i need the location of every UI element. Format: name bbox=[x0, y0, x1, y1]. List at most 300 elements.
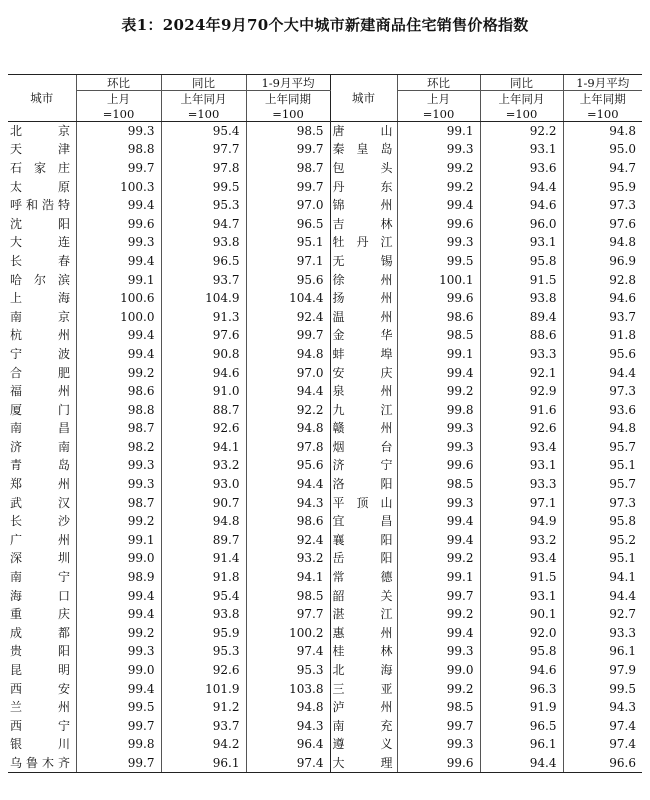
ytd-value-right: 97.4 bbox=[563, 735, 642, 754]
ytd-value-right: 92.7 bbox=[563, 605, 642, 624]
city-label: 厦门 bbox=[10, 402, 70, 417]
city-label: 宜昌 bbox=[332, 514, 393, 529]
city-name-left bbox=[8, 140, 76, 159]
ytd-value-right: 94.4 bbox=[563, 586, 642, 605]
mom-value-left: 99.4 bbox=[76, 586, 161, 605]
city-name-right bbox=[330, 642, 397, 661]
header-base-ytd-right: =100 bbox=[563, 107, 642, 122]
city-label: 济宁 bbox=[332, 458, 393, 473]
yoy-value-right: 89.4 bbox=[480, 307, 563, 326]
yoy-value-right: 93.3 bbox=[480, 475, 563, 494]
header-ytd-right: 1-9月平均 bbox=[563, 75, 642, 91]
city-name-right bbox=[330, 252, 397, 271]
yoy-value-right: 93.1 bbox=[480, 586, 563, 605]
mom-value-left: 99.7 bbox=[76, 159, 161, 178]
yoy-value-right: 96.0 bbox=[480, 214, 563, 233]
city-label: 大理 bbox=[332, 755, 393, 770]
mom-value-right: 99.3 bbox=[397, 419, 480, 438]
city-name-left bbox=[8, 307, 76, 326]
city-label: 北京 bbox=[10, 124, 70, 139]
ytd-value-right: 92.8 bbox=[563, 270, 642, 289]
city-name-left bbox=[8, 159, 76, 178]
city-label: 杭州 bbox=[10, 328, 70, 343]
ytd-value-left: 100.2 bbox=[246, 624, 330, 643]
table-body bbox=[8, 122, 642, 773]
city-name-left bbox=[8, 586, 76, 605]
yoy-value-left: 94.1 bbox=[161, 438, 246, 457]
header-city-right: 城市 bbox=[330, 75, 397, 122]
yoy-value-left: 90.7 bbox=[161, 493, 246, 512]
city-label: 丹东 bbox=[332, 179, 393, 194]
header-ytd-sub-right: 上年同期 bbox=[563, 91, 642, 107]
ytd-value-left: 92.4 bbox=[246, 531, 330, 550]
ytd-value-left: 97.4 bbox=[246, 642, 330, 661]
ytd-value-left: 95.6 bbox=[246, 456, 330, 475]
city-name-right bbox=[330, 159, 397, 178]
city-label: 南京 bbox=[10, 309, 70, 324]
table-row bbox=[8, 531, 642, 550]
ytd-value-right: 94.1 bbox=[563, 568, 642, 587]
mom-value-right: 99.3 bbox=[397, 438, 480, 457]
city-name-left bbox=[8, 400, 76, 419]
table-row bbox=[8, 233, 642, 252]
city-label: 哈尔滨 bbox=[10, 272, 70, 287]
table-row bbox=[8, 754, 642, 773]
city-label: 重庆 bbox=[10, 607, 70, 622]
city-label: 韶关 bbox=[332, 588, 393, 603]
mom-value-left: 98.8 bbox=[76, 400, 161, 419]
yoy-value-right: 93.1 bbox=[480, 140, 563, 159]
mom-value-right: 98.5 bbox=[397, 326, 480, 345]
yoy-value-left: 89.7 bbox=[161, 531, 246, 550]
city-name-left bbox=[8, 122, 76, 141]
yoy-value-left: 97.6 bbox=[161, 326, 246, 345]
ytd-value-right: 97.9 bbox=[563, 661, 642, 680]
mom-value-right: 98.5 bbox=[397, 475, 480, 494]
city-name-right bbox=[330, 493, 397, 512]
yoy-value-left: 95.9 bbox=[161, 624, 246, 643]
table-row bbox=[8, 177, 642, 196]
city-label: 三亚 bbox=[332, 681, 393, 696]
ytd-value-left: 94.3 bbox=[246, 717, 330, 736]
city-label: 西宁 bbox=[10, 718, 70, 733]
yoy-value-right: 90.1 bbox=[480, 605, 563, 624]
mom-value-right: 99.3 bbox=[397, 140, 480, 159]
yoy-value-right: 92.2 bbox=[480, 122, 563, 141]
city-label: 泉州 bbox=[332, 384, 393, 399]
city-label: 北海 bbox=[332, 663, 393, 678]
table-row bbox=[8, 735, 642, 754]
city-name-left bbox=[8, 270, 76, 289]
mom-value-right: 99.3 bbox=[397, 493, 480, 512]
city-name-right bbox=[330, 438, 397, 457]
city-name-left bbox=[8, 549, 76, 568]
ytd-value-right: 97.3 bbox=[563, 196, 642, 215]
yoy-value-left: 91.3 bbox=[161, 307, 246, 326]
yoy-value-left: 91.4 bbox=[161, 549, 246, 568]
ytd-value-right: 95.7 bbox=[563, 475, 642, 494]
table-row bbox=[8, 475, 642, 494]
mom-value-right: 99.7 bbox=[397, 717, 480, 736]
mom-value-left: 99.3 bbox=[76, 122, 161, 141]
ytd-value-left: 94.8 bbox=[246, 419, 330, 438]
city-name-right bbox=[330, 270, 397, 289]
mom-value-right: 99.3 bbox=[397, 233, 480, 252]
mom-value-right: 99.7 bbox=[397, 586, 480, 605]
city-label: 唐山 bbox=[332, 124, 393, 139]
table-row bbox=[8, 140, 642, 159]
yoy-value-right: 93.6 bbox=[480, 159, 563, 178]
city-name-right bbox=[330, 549, 397, 568]
city-name-left bbox=[8, 568, 76, 587]
city-name-right bbox=[330, 214, 397, 233]
header-yoy-sub-right: 上年同月 bbox=[480, 91, 563, 107]
mom-value-left: 99.3 bbox=[76, 642, 161, 661]
ytd-value-left: 99.7 bbox=[246, 140, 330, 159]
city-label: 九江 bbox=[332, 402, 393, 417]
yoy-value-right: 94.9 bbox=[480, 512, 563, 531]
ytd-value-right: 97.3 bbox=[563, 382, 642, 401]
city-label: 上海 bbox=[10, 291, 70, 306]
yoy-value-left: 91.0 bbox=[161, 382, 246, 401]
city-label: 扬州 bbox=[332, 291, 393, 306]
city-label: 南充 bbox=[332, 718, 393, 733]
mom-value-right: 99.4 bbox=[397, 512, 480, 531]
header-base-yoy-left: =100 bbox=[161, 107, 246, 122]
ytd-value-right: 95.7 bbox=[563, 438, 642, 457]
table-row bbox=[8, 382, 642, 401]
ytd-value-left: 96.4 bbox=[246, 735, 330, 754]
city-label: 无锡 bbox=[332, 253, 393, 268]
mom-value-right: 99.2 bbox=[397, 177, 480, 196]
mom-value-left: 99.7 bbox=[76, 717, 161, 736]
ytd-value-right: 96.6 bbox=[563, 754, 642, 773]
yoy-value-left: 99.5 bbox=[161, 177, 246, 196]
city-name-left bbox=[8, 661, 76, 680]
table-row bbox=[8, 661, 642, 680]
table-row bbox=[8, 196, 642, 215]
yoy-value-right: 91.5 bbox=[480, 270, 563, 289]
city-label: 合肥 bbox=[10, 365, 70, 380]
city-name-left bbox=[8, 679, 76, 698]
city-name-left bbox=[8, 624, 76, 643]
ytd-value-right: 94.4 bbox=[563, 363, 642, 382]
yoy-value-left: 93.8 bbox=[161, 605, 246, 624]
city-name-left bbox=[8, 642, 76, 661]
yoy-value-left: 104.9 bbox=[161, 289, 246, 308]
ytd-value-right: 97.4 bbox=[563, 717, 642, 736]
city-name-right bbox=[330, 382, 397, 401]
table-row bbox=[8, 698, 642, 717]
header-base-mom-left: =100 bbox=[76, 107, 161, 122]
city-label: 济南 bbox=[10, 439, 70, 454]
mom-value-right: 99.4 bbox=[397, 624, 480, 643]
ytd-value-right: 93.6 bbox=[563, 400, 642, 419]
table-row bbox=[8, 214, 642, 233]
city-label: 沈阳 bbox=[10, 216, 70, 231]
ytd-value-left: 94.8 bbox=[246, 345, 330, 364]
ytd-value-left: 92.2 bbox=[246, 400, 330, 419]
city-name-left bbox=[8, 605, 76, 624]
ytd-value-right: 94.8 bbox=[563, 233, 642, 252]
city-label: 烟台 bbox=[332, 439, 393, 454]
city-name-right bbox=[330, 512, 397, 531]
header-mom-right: 环比 bbox=[397, 75, 480, 91]
city-label: 郑州 bbox=[10, 477, 70, 492]
yoy-value-right: 92.0 bbox=[480, 624, 563, 643]
header-base-ytd-left: =100 bbox=[246, 107, 330, 122]
yoy-value-right: 96.1 bbox=[480, 735, 563, 754]
city-label: 南宁 bbox=[10, 570, 70, 585]
mom-value-right: 99.4 bbox=[397, 196, 480, 215]
city-label: 广州 bbox=[10, 532, 70, 547]
city-label: 贵阳 bbox=[10, 644, 70, 659]
yoy-value-left: 95.3 bbox=[161, 642, 246, 661]
table-row bbox=[8, 307, 642, 326]
yoy-value-right: 93.1 bbox=[480, 456, 563, 475]
city-label: 徐州 bbox=[332, 272, 393, 287]
table-row bbox=[8, 493, 642, 512]
city-label: 海口 bbox=[10, 588, 70, 603]
mom-value-right: 99.2 bbox=[397, 679, 480, 698]
yoy-value-left: 94.6 bbox=[161, 363, 246, 382]
city-name-right bbox=[330, 345, 397, 364]
city-label: 泸州 bbox=[332, 700, 393, 715]
yoy-value-right: 92.9 bbox=[480, 382, 563, 401]
table-row bbox=[8, 289, 642, 308]
city-name-left bbox=[8, 456, 76, 475]
ytd-value-right: 99.5 bbox=[563, 679, 642, 698]
table-row bbox=[8, 624, 642, 643]
table-row bbox=[8, 456, 642, 475]
ytd-value-right: 93.7 bbox=[563, 307, 642, 326]
table-row bbox=[8, 568, 642, 587]
mom-value-left: 100.3 bbox=[76, 177, 161, 196]
city-name-left bbox=[8, 438, 76, 457]
city-label: 呼和浩特 bbox=[10, 198, 70, 213]
ytd-value-left: 99.7 bbox=[246, 326, 330, 345]
city-label: 牡丹江 bbox=[332, 235, 393, 250]
ytd-value-left: 97.0 bbox=[246, 363, 330, 382]
yoy-value-right: 91.9 bbox=[480, 698, 563, 717]
yoy-value-right: 93.4 bbox=[480, 438, 563, 457]
ytd-value-right: 94.8 bbox=[563, 122, 642, 141]
city-name-right bbox=[330, 586, 397, 605]
city-name-left bbox=[8, 735, 76, 754]
header-ytd-left: 1-9月平均 bbox=[246, 75, 330, 91]
yoy-value-right: 94.4 bbox=[480, 754, 563, 773]
city-label: 昆明 bbox=[10, 663, 70, 678]
yoy-value-left: 92.6 bbox=[161, 419, 246, 438]
city-label: 遵义 bbox=[332, 737, 393, 752]
city-label: 岳阳 bbox=[332, 551, 393, 566]
yoy-value-left: 93.2 bbox=[161, 456, 246, 475]
mom-value-right: 99.1 bbox=[397, 345, 480, 364]
mom-value-right: 99.2 bbox=[397, 605, 480, 624]
header-yoy-sub-left: 上年同月 bbox=[161, 91, 246, 107]
mom-value-left: 99.8 bbox=[76, 735, 161, 754]
city-name-right bbox=[330, 456, 397, 475]
mom-value-left: 98.9 bbox=[76, 568, 161, 587]
header-yoy-right: 同比 bbox=[480, 75, 563, 91]
ytd-value-left: 98.5 bbox=[246, 122, 330, 141]
yoy-value-right: 95.8 bbox=[480, 252, 563, 271]
city-name-left bbox=[8, 363, 76, 382]
mom-value-left: 98.8 bbox=[76, 140, 161, 159]
city-label: 包头 bbox=[332, 160, 393, 175]
city-label: 成都 bbox=[10, 625, 70, 640]
mom-value-right: 99.5 bbox=[397, 252, 480, 271]
yoy-value-left: 93.7 bbox=[161, 270, 246, 289]
city-name-right bbox=[330, 735, 397, 754]
table-row bbox=[8, 717, 642, 736]
table-row bbox=[8, 400, 642, 419]
header-base-mom-right: =100 bbox=[397, 107, 480, 122]
city-label: 宁波 bbox=[10, 346, 70, 361]
ytd-value-left: 95.3 bbox=[246, 661, 330, 680]
table-title: 表1：2024年9月70个大中城市新建商品住宅销售价格指数 bbox=[121, 16, 529, 34]
yoy-value-right: 93.8 bbox=[480, 289, 563, 308]
mom-value-left: 99.5 bbox=[76, 698, 161, 717]
city-name-right bbox=[330, 624, 397, 643]
city-name-left bbox=[8, 382, 76, 401]
yoy-value-right: 88.6 bbox=[480, 326, 563, 345]
city-label: 秦皇岛 bbox=[332, 142, 393, 157]
city-name-right bbox=[330, 661, 397, 680]
city-label: 平顶山 bbox=[332, 495, 393, 510]
mom-value-left: 98.2 bbox=[76, 438, 161, 457]
mom-value-right: 99.2 bbox=[397, 382, 480, 401]
city-label: 安庆 bbox=[332, 365, 393, 380]
city-name-right bbox=[330, 289, 397, 308]
price-index-table bbox=[8, 74, 642, 773]
yoy-value-left: 91.8 bbox=[161, 568, 246, 587]
ytd-value-right: 94.7 bbox=[563, 159, 642, 178]
yoy-value-left: 97.7 bbox=[161, 140, 246, 159]
table-row bbox=[8, 586, 642, 605]
yoy-value-left: 91.2 bbox=[161, 698, 246, 717]
yoy-value-right: 93.3 bbox=[480, 345, 563, 364]
ytd-value-right: 95.9 bbox=[563, 177, 642, 196]
mom-value-left: 98.7 bbox=[76, 419, 161, 438]
mom-value-left: 99.6 bbox=[76, 214, 161, 233]
city-name-left bbox=[8, 345, 76, 364]
city-name-right bbox=[330, 307, 397, 326]
yoy-value-right: 92.6 bbox=[480, 419, 563, 438]
table-row bbox=[8, 270, 642, 289]
mom-value-right: 99.3 bbox=[397, 735, 480, 754]
ytd-value-right: 93.3 bbox=[563, 624, 642, 643]
city-name-left bbox=[8, 493, 76, 512]
table-row bbox=[8, 159, 642, 178]
ytd-value-right: 96.1 bbox=[563, 642, 642, 661]
city-label: 长春 bbox=[10, 253, 70, 268]
yoy-value-left: 94.2 bbox=[161, 735, 246, 754]
mom-value-right: 99.1 bbox=[397, 122, 480, 141]
ytd-value-left: 98.7 bbox=[246, 159, 330, 178]
city-label: 惠州 bbox=[332, 625, 393, 640]
city-name-right bbox=[330, 568, 397, 587]
ytd-value-left: 103.8 bbox=[246, 679, 330, 698]
yoy-value-right: 93.2 bbox=[480, 531, 563, 550]
table-row bbox=[8, 512, 642, 531]
yoy-value-left: 92.6 bbox=[161, 661, 246, 680]
yoy-value-right: 94.6 bbox=[480, 196, 563, 215]
ytd-value-right: 95.1 bbox=[563, 456, 642, 475]
yoy-value-left: 95.4 bbox=[161, 586, 246, 605]
city-label: 桂林 bbox=[332, 644, 393, 659]
city-name-right bbox=[330, 605, 397, 624]
ytd-value-left: 97.1 bbox=[246, 252, 330, 271]
city-label: 湛江 bbox=[332, 607, 393, 622]
mom-value-left: 98.7 bbox=[76, 493, 161, 512]
ytd-value-left: 94.8 bbox=[246, 698, 330, 717]
mom-value-left: 99.4 bbox=[76, 345, 161, 364]
city-name-left bbox=[8, 475, 76, 494]
city-name-left bbox=[8, 252, 76, 271]
mom-value-right: 99.6 bbox=[397, 289, 480, 308]
yoy-value-left: 95.4 bbox=[161, 122, 246, 141]
mom-value-left: 99.3 bbox=[76, 475, 161, 494]
city-label: 乌鲁木齐 bbox=[10, 755, 70, 770]
ytd-value-left: 93.2 bbox=[246, 549, 330, 568]
city-name-right bbox=[330, 326, 397, 345]
mom-value-right: 99.4 bbox=[397, 363, 480, 382]
yoy-value-left: 88.7 bbox=[161, 400, 246, 419]
ytd-value-left: 95.1 bbox=[246, 233, 330, 252]
yoy-value-left: 97.8 bbox=[161, 159, 246, 178]
city-label: 吉林 bbox=[332, 216, 393, 231]
ytd-value-left: 97.7 bbox=[246, 605, 330, 624]
mom-value-left: 99.4 bbox=[76, 326, 161, 345]
mom-value-left: 98.6 bbox=[76, 382, 161, 401]
ytd-value-left: 95.6 bbox=[246, 270, 330, 289]
yoy-value-left: 93.7 bbox=[161, 717, 246, 736]
mom-value-left: 99.2 bbox=[76, 512, 161, 531]
mom-value-right: 98.6 bbox=[397, 307, 480, 326]
yoy-value-left: 94.8 bbox=[161, 512, 246, 531]
ytd-value-left: 94.1 bbox=[246, 568, 330, 587]
yoy-value-right: 96.3 bbox=[480, 679, 563, 698]
yoy-value-right: 93.1 bbox=[480, 233, 563, 252]
ytd-value-left: 94.4 bbox=[246, 475, 330, 494]
mom-value-right: 98.5 bbox=[397, 698, 480, 717]
yoy-value-right: 91.6 bbox=[480, 400, 563, 419]
table-row bbox=[8, 252, 642, 271]
ytd-value-left: 94.3 bbox=[246, 493, 330, 512]
mom-value-left: 99.3 bbox=[76, 456, 161, 475]
city-label: 武汉 bbox=[10, 495, 70, 510]
table-row bbox=[8, 438, 642, 457]
city-name-left bbox=[8, 717, 76, 736]
mom-value-left: 99.2 bbox=[76, 363, 161, 382]
yoy-value-left: 96.1 bbox=[161, 754, 246, 773]
city-name-right bbox=[330, 475, 397, 494]
city-label: 天津 bbox=[10, 142, 70, 157]
city-label: 大连 bbox=[10, 235, 70, 250]
table-row bbox=[8, 642, 642, 661]
yoy-value-left: 95.3 bbox=[161, 196, 246, 215]
city-label: 长沙 bbox=[10, 514, 70, 529]
yoy-value-right: 94.4 bbox=[480, 177, 563, 196]
mom-value-left: 99.3 bbox=[76, 233, 161, 252]
city-name-left bbox=[8, 196, 76, 215]
city-label: 石家庄 bbox=[10, 160, 70, 175]
ytd-value-right: 97.6 bbox=[563, 214, 642, 233]
table-row bbox=[8, 122, 642, 141]
city-name-right bbox=[330, 531, 397, 550]
ytd-value-left: 98.5 bbox=[246, 586, 330, 605]
